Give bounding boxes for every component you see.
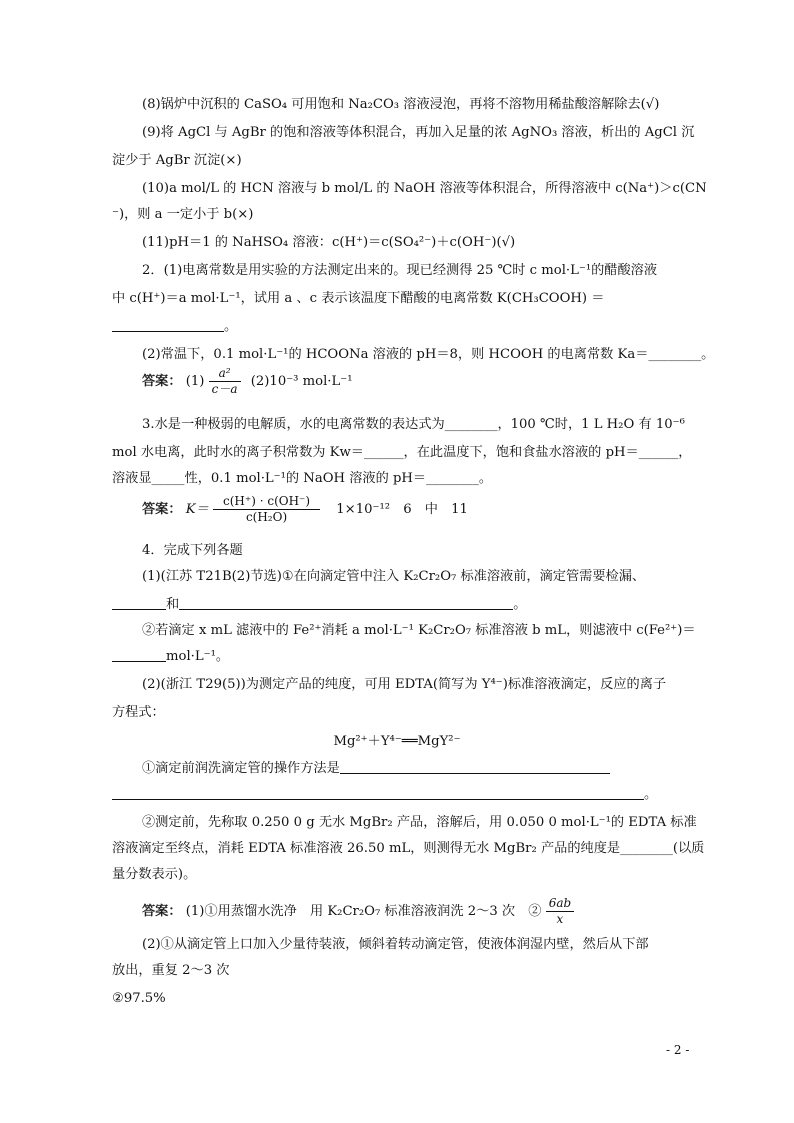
page-number: - 2 - (666, 1043, 690, 1057)
answer-blank (340, 761, 610, 774)
answer-4-2-line-1: (2)①从滴定管上口加入少量待装液，倾斜着转动滴定管，使液体润湿内壁，然后从下部 (142, 937, 649, 952)
answer-label: 答案： (142, 502, 182, 517)
answer-blank (179, 597, 513, 610)
answer-2-part-1-label: (1) (185, 374, 205, 389)
period: 。 (513, 597, 527, 612)
answer-4-fraction (546, 896, 574, 927)
ionic-equation: Mg²⁺＋Y⁴⁻══MgY²⁻ (333, 734, 461, 749)
answer-4-2-line-3: ②97.5% (112, 991, 166, 1006)
fraction-numerator: a² (209, 366, 241, 382)
answer-blank (112, 319, 224, 332)
step-text: ①滴定前润洗滴定管的操作方法是 (142, 761, 340, 776)
conjunction: 和 (166, 597, 180, 612)
fraction-numerator: 6ab (546, 896, 574, 912)
question-4-2-step-1-cont (112, 786, 657, 804)
statement-8: (8)锅炉中沉积的 CaSO₄ 可用饱和 Na₂CO₃ 溶液浸泡，再将不溶物用稀盐酸溶解除去(√) (142, 97, 660, 112)
answer-4-1-text: (1)①用蒸馏水洗净 用 K₂Cr₂O₇ 标准溶液润洗 2～3 次 ② (185, 904, 542, 919)
answer-blank (112, 787, 644, 800)
question-4-1-line-2 (112, 596, 526, 614)
question-2-part-2: (2)常温下，0.1 mol·L⁻¹的 HCOONa 溶液的 pH＝8，则 HCOOH 的电离常数 Ka＝________。 (142, 347, 715, 362)
fraction-denominator: x (556, 912, 564, 926)
statement-10-line-2: ⁻)，则 a 一定小于 b(×) (112, 207, 254, 222)
question-3-line-2: mol 水电离，此时水的离子积常数为 Kw＝______，在此温度下，饱和食盐水溶液的 pH＝______， (112, 445, 692, 460)
answer-3 (142, 494, 468, 525)
question-4-2-step-2-line-3: 量分数表示)。 (112, 867, 197, 882)
answer-2-fraction (209, 366, 241, 397)
question-4-2-step-2-line-1: ②测定前，先称取 0.250 0 g 无水 MgBr₂ 产品，溶解后，用 0.050 0 mol·L⁻¹的 EDTA 标准 (142, 815, 697, 830)
question-4-2-line-2: 方程式： (112, 705, 165, 720)
question-4-2-step-1 (142, 760, 610, 778)
question-2-line-1: 2．(1)电离常数是用实验的方法测定出来的。现已经测得 25 ℃时 c mol·L⁻¹的醋酸溶液 (142, 263, 658, 278)
period: 。 (224, 319, 238, 334)
question-4-2-line-1: (2)(浙江 T29(5))为测定产品的纯度，可用 EDTA(简写为 Y⁴⁻)标准溶液滴定，反应的离子 (142, 677, 667, 692)
statement-10-line-1: (10)a mol/L 的 HCN 溶液与 b mol/L 的 NaOH 溶液等体积混合，所得溶液中 c(Na⁺)＞c(CN (142, 181, 707, 196)
question-3-line-3: 溶液显_____性，0.1 mol·L⁻¹的 NaOH 溶液的 pH＝________。 (112, 471, 493, 486)
question-2-line-2: 中 c(H⁺)＝a mol·L⁻¹，试用 a 、c 表示该温度下醋酸的电离常数 K(CH₃COOH) ＝ (112, 291, 605, 306)
statement-9-line-2: 淀少于 AgBr 沉淀(×) (112, 153, 242, 168)
answer-2-part-2: (2)10⁻³ mol·L⁻¹ (250, 374, 353, 389)
answer-3-fraction (213, 494, 320, 525)
question-4-2-step-2-line-2: 溶液滴定至终点，消耗 EDTA 标准溶液 26.50 mL，则测得无水 MgBr₂ 产品的纯度是________(以质 (112, 841, 705, 856)
answer-blank (112, 649, 166, 662)
question-4-title: 4．完成下列各题 (142, 543, 243, 558)
question-4-1-line-3: ②若滴定 x mL 滤液中的 Fe²⁺消耗 a mol·L⁻¹ K₂Cr₂O₇ 标准溶液 b mL，则滤液中 c(Fe²⁺)＝ (142, 623, 696, 638)
answer-2 (142, 366, 353, 397)
question-3-line-1: 3.水是一种极弱的电解质，水的电离常数的表达式为________，100 ℃时，1 L H₂O 有 10⁻⁶ (142, 417, 685, 432)
answer-label: 答案： (142, 904, 182, 919)
answer-label: 答案： (142, 374, 182, 389)
statement-9-line-1: (9)将 AgCl 与 AgBr 的饱和溶液等体积混合，再加入足量的浓 AgNO₃ 溶液，析出的 AgCl 沉 (142, 125, 695, 140)
question-4-1-line-4 (112, 648, 229, 666)
unit: mol·L⁻¹。 (166, 649, 230, 664)
answer-3-values: 1×10⁻¹² 6 中 11 (336, 502, 468, 517)
statement-11: (11)pH＝1 的 NaHSO₄ 溶液：c(H⁺)＝c(SO₄²⁻)＋c(OH⁻)(√) (142, 235, 516, 250)
answer-3-k: K＝ (185, 502, 209, 517)
answer-blank (112, 597, 166, 610)
fraction-numerator: c(H⁺) · c(OH⁻) (213, 494, 320, 510)
answer-4-1 (142, 896, 574, 927)
fraction-denominator: c(H₂O) (245, 510, 288, 524)
fraction-denominator: c－a (211, 382, 238, 396)
period: 。 (644, 787, 658, 802)
question-4-1-line-1: (1)(江苏 T21B(2)节选)①在向滴定管中注入 K₂Cr₂O₇ 标准溶液前，滴定管需要检漏、 (142, 569, 646, 584)
answer-4-2-line-2: 放出，重复 2～3 次 (112, 963, 230, 978)
question-2-line-3 (112, 318, 237, 336)
